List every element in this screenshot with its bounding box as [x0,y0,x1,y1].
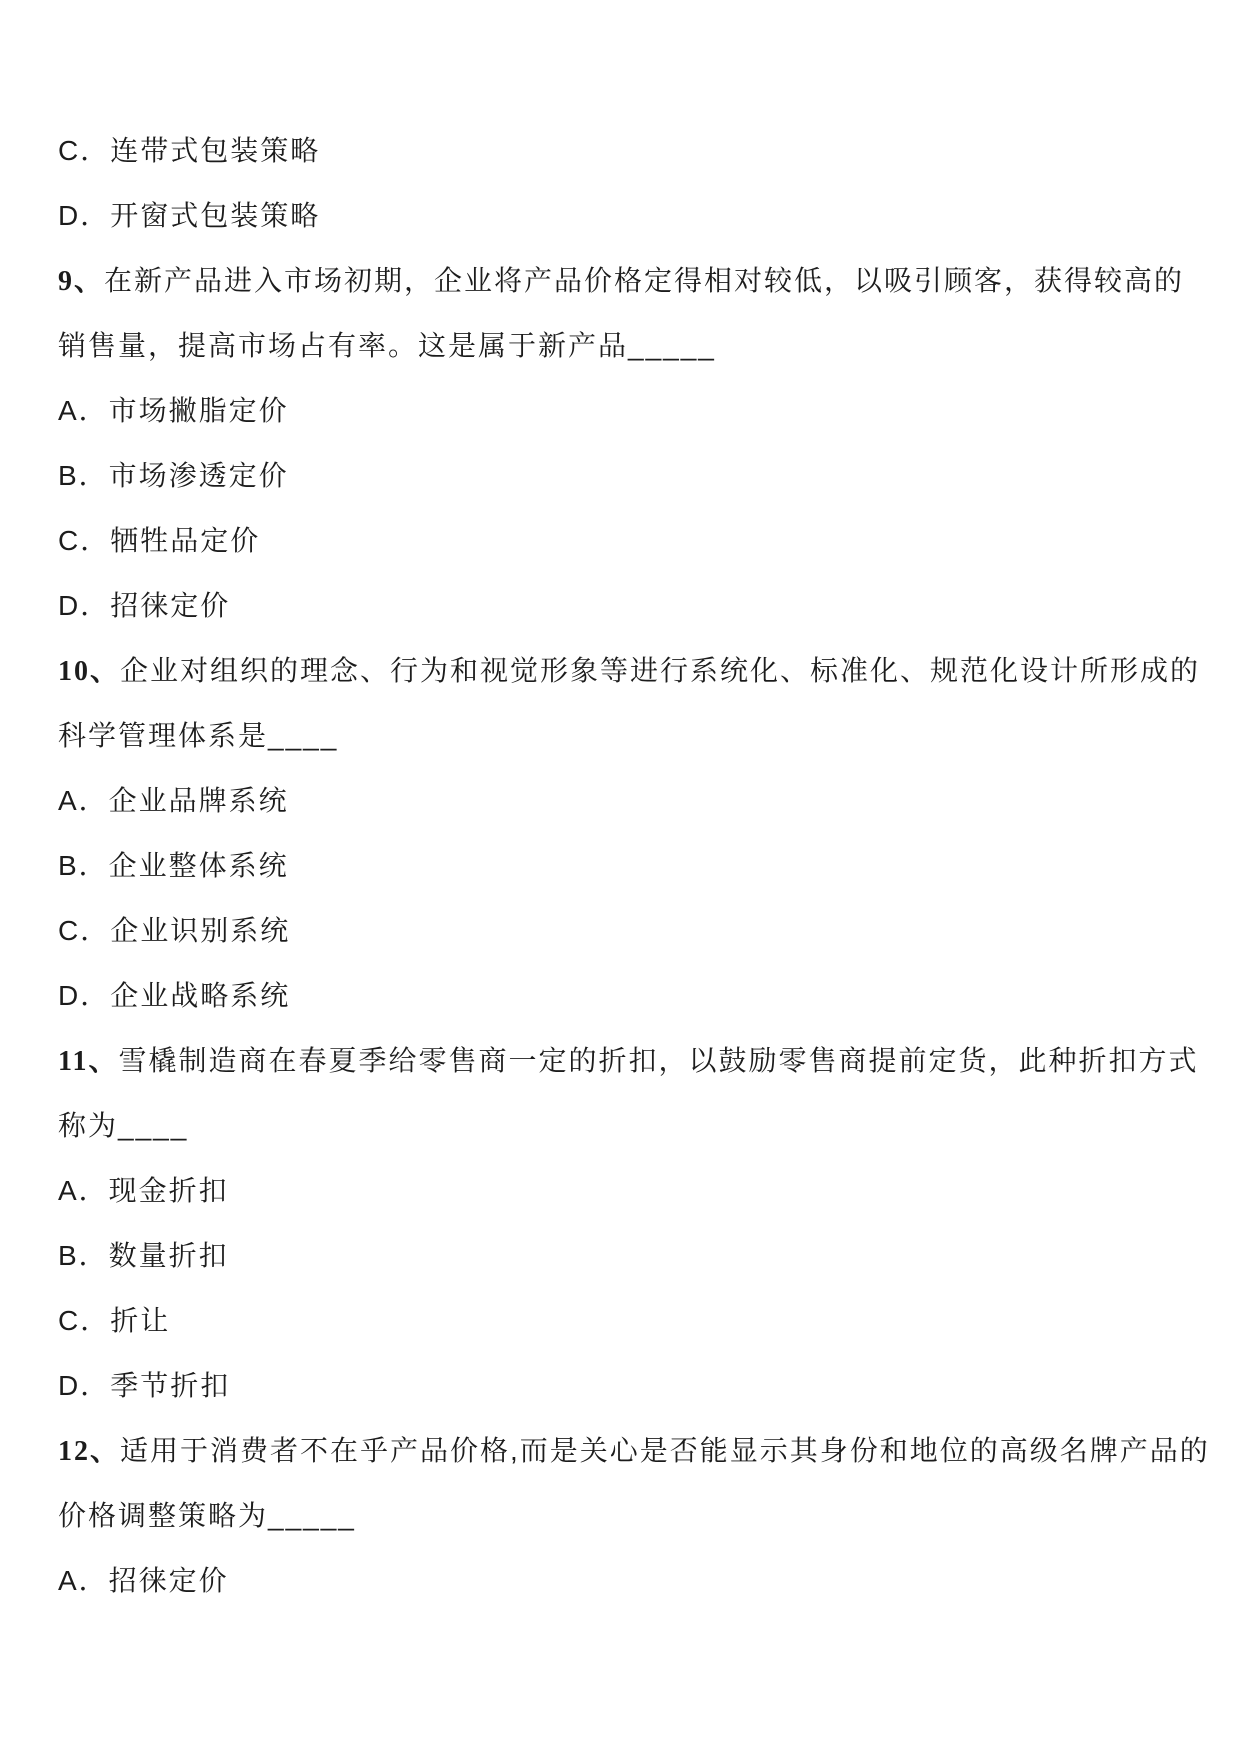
q8-option-c: C．连带式包装策略 [58,135,321,166]
q9-stem-line-2 [58,313,1190,378]
q10-option-b: B．企业整体系统 [58,850,289,881]
q10-option-c: C．企业识别系统 [58,915,291,946]
q11-stem-line-1 [58,1028,1199,1093]
q10-option-a: A．企业品牌系统 [58,785,289,816]
q10-stem-text-2: 科学管理体系是____ [58,720,339,751]
q12-stem-text-2: 价格调整策略为_____ [58,1500,356,1531]
q10-stem-line-2 [58,703,1190,768]
q11-option-b: B．数量折扣 [58,1240,229,1271]
q11-stem-line-2 [58,1093,1190,1158]
q9-stem-text-1: 在新产品进入市场初期，企业将产品价格定得相对较低，以吸引顾客，获得较高的 [104,265,1185,296]
q9-stem-text-2: 销售量，提高市场占有率。这是属于新产品_____ [58,330,716,361]
q9-option-c: C．牺牲品定价 [58,525,261,556]
q9-number: 9、 [58,266,105,297]
q12-stem-line-2 [58,1483,1190,1548]
q10-option-d: D．企业战略系统 [58,980,291,1011]
q10-number: 10、 [58,656,121,687]
q11-number: 11、 [58,1046,119,1077]
q9-option-a: A．市场撇脂定价 [58,395,289,426]
q9-stem-line-1 [58,248,1190,313]
q8-option-d: D．开窗式包装策略 [58,200,321,231]
q11-option-c: C．折让 [58,1305,171,1336]
q11-stem-text-2: 称为____ [58,1110,189,1141]
q11-stem-text-1: 雪橇制造商在春夏季给零售商一定的折扣，以鼓励零售商提前定货，此种折扣方式 [118,1045,1199,1076]
q9-option-b: B．市场渗透定价 [58,460,289,491]
q10-stem-text-1: 企业对组织的理念、行为和视觉形象等进行系统化、标准化、规范化设计所形成的 [120,655,1201,686]
q9-option-d: D．招徕定价 [58,590,231,621]
q12-stem-line-1 [58,1418,1210,1483]
q12-option-a: A．招徕定价 [58,1565,229,1596]
q12-stem-text-1: 适用于消费者不在乎产品价格,而是关心是否能显示其身份和地位的高级名牌产品的 [120,1435,1210,1466]
q11-option-d: D．季节折扣 [58,1370,231,1401]
q12-number: 12、 [58,1436,121,1467]
q11-option-a: A．现金折扣 [58,1175,229,1206]
q10-stem-line-1 [58,638,1201,703]
